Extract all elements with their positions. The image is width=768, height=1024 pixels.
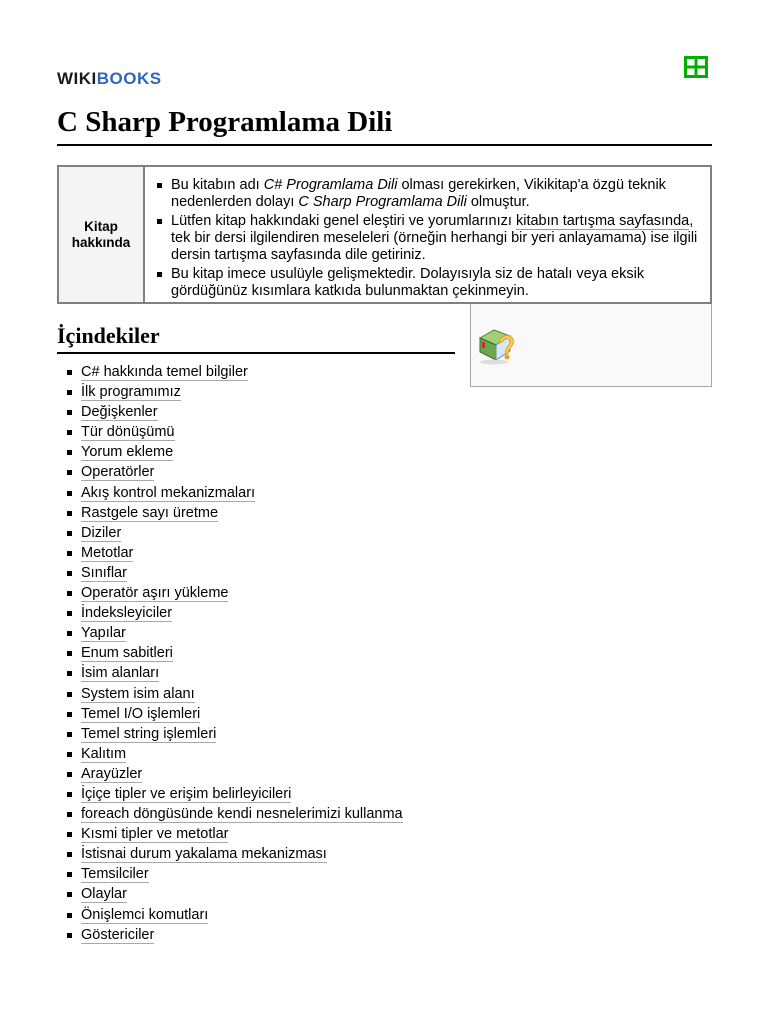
toc-item[interactable] bbox=[67, 724, 403, 744]
toc-item[interactable] bbox=[67, 744, 403, 764]
toc-item[interactable] bbox=[67, 784, 403, 804]
toc-link[interactable]: Operatör aşırı yükleme bbox=[81, 585, 229, 602]
about-italic: C Sharp Programlama Dili bbox=[298, 194, 467, 210]
grid-icon[interactable] bbox=[684, 56, 708, 78]
toc-link[interactable]: Göstericiler bbox=[81, 926, 155, 943]
brand-books: BOOKS bbox=[96, 69, 162, 88]
toc-item[interactable] bbox=[67, 643, 403, 663]
toc-item[interactable] bbox=[67, 623, 403, 643]
about-box-label: Kitap hakkında bbox=[59, 167, 145, 302]
toc-link[interactable]: System isim alanı bbox=[81, 685, 195, 702]
toc-link[interactable]: Arayüzler bbox=[81, 765, 143, 782]
brand-wiki: WIKI bbox=[57, 69, 97, 88]
toc-link[interactable]: İndeksleyiciler bbox=[81, 605, 173, 622]
toc-item[interactable] bbox=[67, 804, 403, 824]
toc-item[interactable] bbox=[67, 362, 403, 382]
toc-item[interactable] bbox=[67, 844, 403, 864]
toc-link[interactable]: foreach döngüsünde kendi nesnelerimizi kullanma bbox=[81, 806, 403, 823]
toc-link[interactable]: Metotlar bbox=[81, 544, 134, 561]
toc-link[interactable]: İstisnai durum yakalama mekanizması bbox=[81, 846, 327, 863]
toc-link[interactable]: İlk programımız bbox=[81, 384, 181, 401]
about-text: Lütfen kitap hakkındaki genel eleştiri ve yorumlarınızı bbox=[171, 213, 516, 229]
toc-item[interactable] bbox=[67, 925, 403, 945]
toc-link[interactable]: Değişkenler bbox=[81, 404, 158, 421]
toc-link[interactable]: Enum sabitleri bbox=[81, 645, 173, 662]
about-item-feedback bbox=[157, 213, 702, 264]
toc-link[interactable]: Rastgele sayı üretme bbox=[81, 504, 219, 521]
wikibooks-logo[interactable] bbox=[57, 69, 162, 89]
about-text: Bu kitabın adı bbox=[171, 177, 264, 193]
toc-link[interactable]: C# hakkında temel bilgiler bbox=[81, 364, 248, 380]
about-text: , tek bir dersi ilgilendiren meseleleri (örneğin herhangi bir yeri anlayamama) ise ilgili dersin tartışma sayfasında dile getiriniz. bbox=[171, 213, 698, 263]
toc-link[interactable]: Temsilciler bbox=[81, 866, 149, 883]
toc-item[interactable] bbox=[67, 884, 403, 904]
toc-link[interactable]: İçiçe tipler ve erişim belirleyicileri bbox=[81, 785, 292, 802]
toc-link[interactable]: Diziler bbox=[81, 524, 122, 541]
toc-link[interactable]: Kalıtım bbox=[81, 745, 127, 762]
about-text: olması gerekirken, Vikikitap'a özgü teknik nedenlerden dolayı bbox=[171, 177, 666, 210]
toc-list bbox=[67, 362, 403, 945]
toc-item[interactable] bbox=[67, 563, 403, 583]
toc-item[interactable] bbox=[67, 483, 403, 503]
toc-item[interactable] bbox=[67, 422, 403, 442]
toc-item[interactable] bbox=[67, 382, 403, 402]
toc-heading: İçindekiler bbox=[57, 322, 455, 354]
toc-link[interactable]: Yorum ekleme bbox=[81, 444, 174, 461]
toc-link[interactable]: Akış kontrol mekanizmaları bbox=[81, 484, 256, 501]
toc-item[interactable] bbox=[67, 684, 403, 704]
toc-link[interactable]: Sınıflar bbox=[81, 564, 127, 581]
toc-link[interactable]: İsim alanları bbox=[81, 665, 160, 682]
toc-link[interactable]: Önişlemci komutları bbox=[81, 906, 209, 923]
about-box-content bbox=[145, 167, 710, 302]
toc-item[interactable] bbox=[67, 583, 403, 603]
toc-link[interactable]: Temel I/O işlemleri bbox=[81, 705, 201, 722]
toc-item[interactable] bbox=[67, 864, 403, 884]
about-text: olmuştur. bbox=[466, 194, 530, 210]
toc-item[interactable] bbox=[67, 462, 403, 482]
toc-item[interactable] bbox=[67, 905, 403, 925]
toc-link[interactable]: Yapılar bbox=[81, 625, 126, 642]
discussion-page-link[interactable]: kitabın tartışma sayfasında bbox=[515, 213, 690, 229]
about-item-contribute: Bu kitap imece usulüyle gelişmektedir. Dolayısıyla siz de hatalı veya eksik gördüğünüz kısımlara katkıda bulunmaktan çekinmeyin. bbox=[157, 266, 702, 300]
toc-link[interactable]: Operatörler bbox=[81, 464, 155, 481]
toc-link[interactable]: Tür dönüşümü bbox=[81, 424, 175, 441]
book-question-icon[interactable] bbox=[476, 324, 520, 366]
about-italic: C# Programlama Dili bbox=[263, 177, 398, 193]
about-item-name bbox=[157, 177, 702, 211]
toc-item[interactable] bbox=[67, 503, 403, 523]
toc-item[interactable] bbox=[67, 663, 403, 683]
toc-item[interactable] bbox=[67, 442, 403, 462]
page-title: C Sharp Programlama Dili bbox=[57, 104, 712, 146]
toc-item[interactable] bbox=[67, 704, 403, 724]
toc-item[interactable] bbox=[67, 764, 403, 784]
about-book-box bbox=[57, 165, 712, 304]
toc-item[interactable] bbox=[67, 523, 403, 543]
toc-link[interactable]: Olaylar bbox=[81, 886, 127, 903]
toc-item[interactable] bbox=[67, 402, 403, 422]
toc-link[interactable]: Temel string işlemleri bbox=[81, 725, 217, 742]
side-image-box bbox=[470, 304, 712, 387]
toc-item[interactable] bbox=[67, 824, 403, 844]
toc-item[interactable] bbox=[67, 603, 403, 623]
toc-link[interactable]: Kısmi tipler ve metotlar bbox=[81, 826, 229, 843]
toc-item[interactable] bbox=[67, 543, 403, 563]
